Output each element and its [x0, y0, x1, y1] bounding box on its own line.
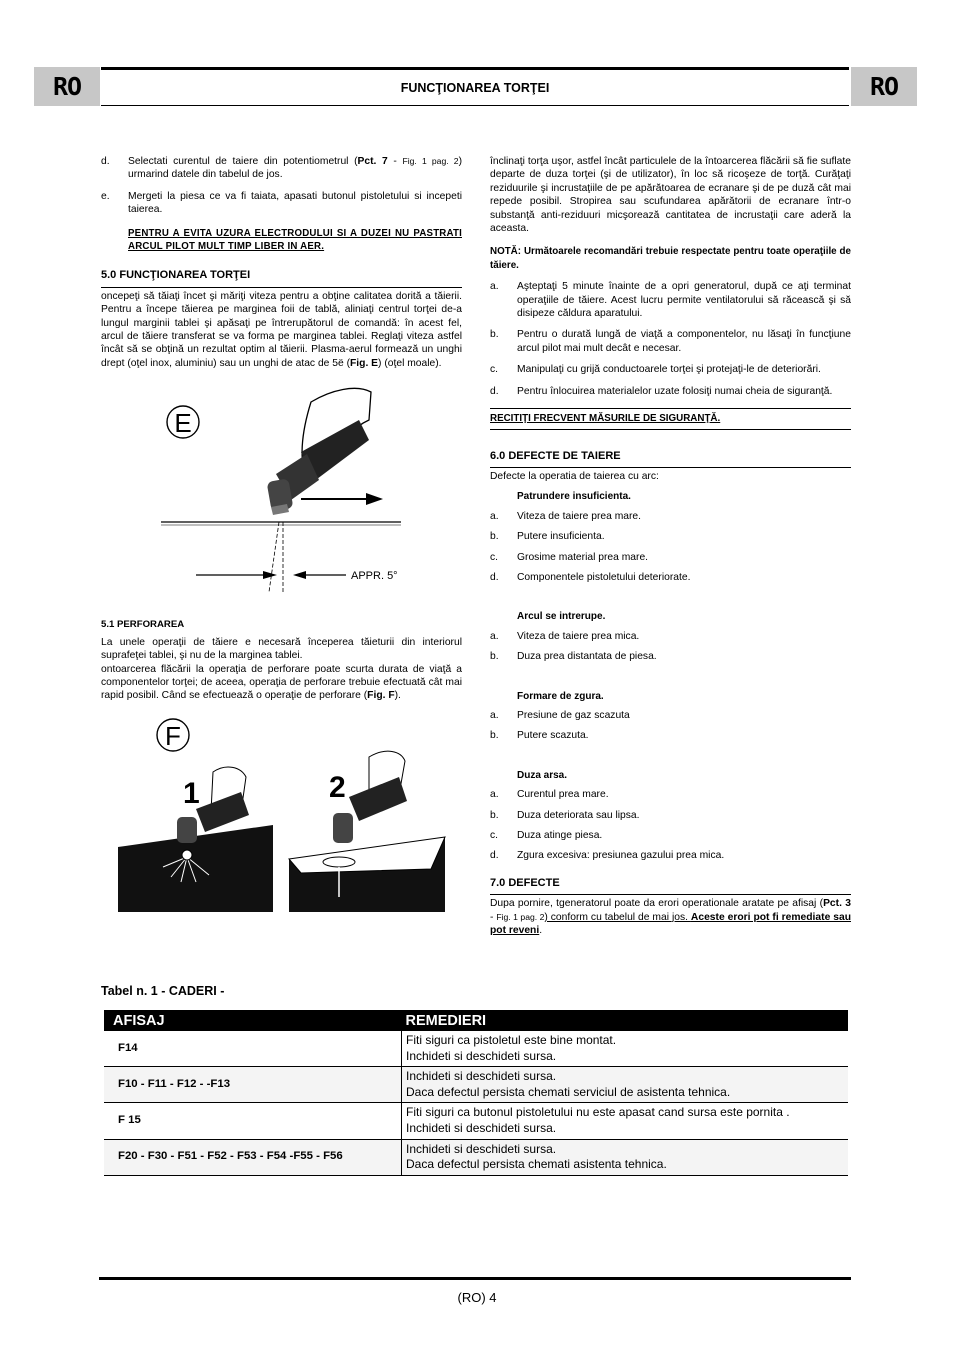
- item-label: e.: [101, 190, 110, 202]
- figure-letter: F: [165, 720, 181, 751]
- table-row: [104, 1031, 848, 1067]
- list-item: [490, 280, 851, 320]
- footer-rule: [99, 1277, 851, 1280]
- piercing-illustration: [101, 717, 462, 917]
- step-number: 1: [183, 776, 200, 810]
- section-6-intro: Defecte la operatia de taierea cu arc:: [490, 470, 659, 482]
- section-title-5: 5.0 FUNCŢIONAREA TORŢEI: [101, 269, 462, 287]
- section-title-6: 6.0 DEFECTE DE TAIERE: [490, 450, 851, 468]
- safety-reminder: RECITIŢI FRECVENT MĂSURILE DE SIGURANŢĂ.: [490, 408, 851, 429]
- table-row: [104, 1067, 848, 1103]
- list-item: a. Presiune de gaz scazuta: [490, 709, 630, 721]
- list-item: [101, 155, 462, 182]
- defect-group-title: Patrundere insuficienta.: [517, 491, 631, 503]
- error-table: [104, 1010, 848, 1176]
- section-title-7: 7.0 DEFECTE: [490, 877, 851, 895]
- list-item: a. Viteza de taiere prea mica.: [490, 630, 640, 642]
- list-item: a. Viteza de taiere prea mare.: [490, 510, 642, 522]
- item-text: Mergeti la piesa ce va fi taiata, apasati butonul pistoletului si incepeti taierea.: [128, 190, 462, 216]
- defect-group-title: Arcul se intrerupe.: [517, 611, 606, 623]
- item-text: Pentru înlocuirea materialelor uzate folosiţi numai cheia de siguranţă.: [517, 385, 833, 397]
- section-7-text: Dupa pornire, tgeneratorul poate da erori operationale aratate pe afisaj (Pct. 3 - Fig. 1 pag. 2) conform cu tabelul de mai jos. Aceste erori pot fi remediate sau pot reveni.: [490, 898, 851, 937]
- list-item: a. Curentul prea mare.: [490, 789, 609, 801]
- table-caption: Tabel n. 1 - CADERI -: [101, 984, 225, 998]
- item-text: Aşteptaţi 5 minute înainte de a opri generatorul, după ce aţi terminat operaţiile de tăiere. Acest lucru permite ventilatorului să răcească şi să disipeze căldura aparatului.: [517, 281, 851, 320]
- item-text: Selectati curentul de taiere din potentiometrul (Pct. 7 - Fig. 1 pag. 2) urmarind datele din tabelul de jos.: [128, 156, 462, 181]
- list-item: b. Putere insuficienta.: [490, 531, 605, 543]
- angle-label: APPR. 5°: [351, 570, 398, 583]
- section-title-5-1: 5.1 PERFORAREA: [101, 619, 185, 631]
- note-text: NOTĂ: Următoarele recomandări trebuie respectate pentru toate operaţiile de tăiere.: [490, 246, 851, 271]
- item-label: d.: [490, 385, 499, 397]
- list-item: d. Componentele pistoletului deteriorate.: [490, 571, 691, 583]
- table-header-row: [104, 1010, 848, 1031]
- section-5-1-text: La unele operaţii de tăiere e necesară începerea tăieturii din interiorul suprafeţei tablei, şi nu de la marginea tablei. ontoarcerea flăcării la operaţia de perforare poate scurta durata de viaţă a componentelor torţei; de aceea, operaţia de perforare trebuie efectuată cât mai rapid posibil. Când se efectuează o operaţie de perforare (Fig. F).: [101, 636, 462, 702]
- torch-angle-illustration: [101, 382, 462, 612]
- list-item: c. Grosime material prea mare.: [490, 551, 649, 563]
- list-item: b. Putere scazuta.: [490, 730, 589, 742]
- error-code: F20 - F30 - F51 - F52 - F53 - F54 -F55 - F56: [104, 1139, 402, 1175]
- section-5-text: oncepeţi să tăiaţi încet şi măriţi viteza pentru a obţine calitatea dorită a tăierii. Pentru a începe tăierea pe marginea foii de tablă, aliniaţi centrul torţei de-a lungul marginii tablei şi apăsaţi pe întrerupătorul de comandă: în acest fel, arcul de tăiere transferat se va forma pe marginea tablei. Reglaţi viteza astfel încât să se obţină un rezultat optim al tăierii. Plasma-aerul formează un unghi drept (oţel inox, aluminiu) sau un unghi de atac de 5ë (Fig. E) (oţel moale).: [101, 290, 462, 369]
- table-row: [104, 1103, 848, 1139]
- error-code: F 15: [104, 1103, 402, 1139]
- remedy: Inchideti si deschideti sursa. Daca defectul persista chemati serviciul de asistenta tehnica.: [402, 1067, 849, 1103]
- step-number: 2: [329, 770, 346, 804]
- language-badge-right: RO: [851, 67, 917, 106]
- warning-text: PENTRU A EVITA UZURA ELECTRODULUI SI A DUZEI NU PASTRATI ARCUL PILOT MULT TIMP LIBER IN AER.: [128, 227, 462, 253]
- list-item: [490, 363, 851, 376]
- column-header-display: AFISAJ: [104, 1010, 402, 1031]
- list-item: c. Duza atinge piesa.: [490, 830, 603, 841]
- defect-group-title: Formare de zgura.: [517, 690, 604, 702]
- remedy: Inchideti si deschideti sursa. Daca defectul persista chemati asistenta tehnica.: [402, 1139, 849, 1175]
- list-item: [490, 328, 851, 355]
- left-column: [101, 155, 462, 917]
- column-header-remedies: REMEDIERI: [402, 1010, 849, 1031]
- error-code: F14: [104, 1031, 402, 1067]
- language-badge-left: RO: [34, 67, 100, 106]
- table-row: [104, 1139, 848, 1175]
- list-item: b. Duza deteriorata sau lipsa.: [490, 809, 640, 821]
- remedy: Fiti siguri ca pistoletul este bine montat. Inchideti si deschideti sursa.: [402, 1031, 849, 1067]
- intro-text: înclinaţi torţa uşor, astfel încât particulele de la întoarcerea flăcării să fie suflate departe de duza torţei (şi de utilizator), în loc să ricoşeze de torţă. Curăţaţi reziduurile şi incrustaţiile de pe apărătoarea de ecranare şi de pe duză cât mai repede posibil. Stropirea sau scufundarea apărătorii de ecranare într-o substanţă anti-reziduuri micşorează cantitatea de incrustaţii care aderă la aceasta.: [490, 156, 851, 235]
- item-label: d.: [101, 156, 110, 167]
- list-item: b. Duza prea distantata de piesa.: [490, 651, 657, 663]
- list-item: d. Zgura excesiva: presiunea gazului prea mica.: [490, 850, 725, 862]
- list-item: [101, 190, 462, 217]
- item-label: c.: [490, 364, 499, 376]
- figure-e: [101, 382, 462, 612]
- list-item: [490, 385, 851, 398]
- error-code: F10 - F11 - F12 - -F13: [104, 1067, 402, 1103]
- page-header-title: FUNCŢIONAREA TORŢEI: [101, 67, 849, 106]
- figure-f: [101, 717, 462, 917]
- figure-letter: E: [174, 408, 192, 439]
- item-text: Manipulaţi cu grijă conductoarele torţei şi protejaţi-le de deteriorări.: [517, 364, 821, 376]
- item-label: b.: [490, 329, 499, 341]
- item-label: a.: [490, 281, 499, 293]
- remedy: Fiti siguri ca butonul pistoletului nu este apasat cand sursa este pornita . Inchideti si deschideti sursa.: [402, 1103, 849, 1139]
- item-text: Pentru o durată lungă de viaţă a componentelor, nu lăsaţi în funcţiune arcul pilot mai mult decât e necesar.: [517, 329, 851, 354]
- right-column: [490, 155, 851, 937]
- page-number: (RO) 4: [457, 1290, 497, 1305]
- defect-group-title: Duza arsa.: [517, 769, 568, 781]
